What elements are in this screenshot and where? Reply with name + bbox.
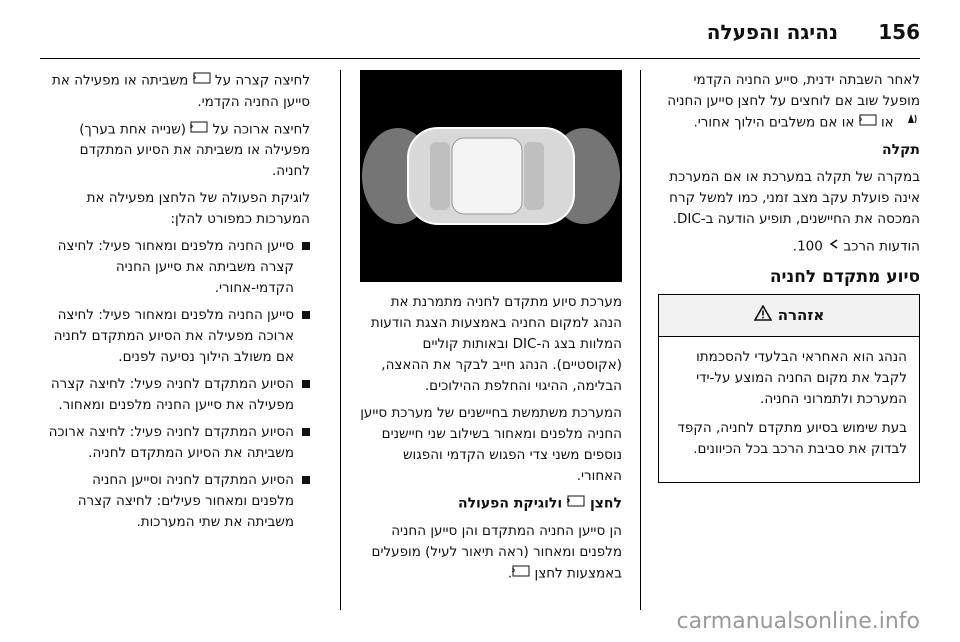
car-sensor-illustration	[360, 70, 622, 282]
svg-text:P))): P	[567, 497, 571, 507]
sensor-description: המערכת משתמשת בחיישנים של מערכת סייען החניה מלפנים ומאחור בשילוב שני חיישנים נוספים משני צדי הפגוש הקדמי והפגוש האחורי.	[360, 405, 622, 484]
list-item: סייען החניה מלפנים ומאחור פעיל: לחיצה קצרה משביתה את סייען החניה הקדמי-אחורי.	[48, 236, 310, 299]
column-divider-right	[640, 70, 641, 610]
button-paragraph: הן סייען החניה המתקדם והן סייען החניה מלפנים ומאחור (ראה תיאור לעיל) מופעלים באמצעות לחצן P .	[360, 521, 622, 585]
parking-sensor-icon	[898, 112, 920, 133]
left-column	[48, 70, 310, 539]
parking-button-icon	[567, 493, 585, 514]
arrow-ref-icon	[827, 236, 839, 257]
long-press-paragraph: לחיצה ארוכה על P (שנייה אחת בערך) מפעילה או משביתה את הסיוע המתקדם לחניה.	[48, 119, 310, 183]
bullet-square-icon	[302, 476, 310, 484]
right-column	[658, 70, 920, 483]
logic-bullet-list	[48, 236, 310, 533]
short-press-paragraph: לחיצה קצרה על P משביתה או מפעילה את סייען החניה הקדמי.	[48, 70, 310, 113]
warning-paragraph-2: בעת שימוש בסיוע מתקדם לחניה, הקפד לבדוק את סביבת הרכב בכל הכיוונים.	[677, 420, 907, 457]
watermark: carmanualsonline.info	[676, 609, 920, 634]
svg-text:P))): P	[512, 567, 516, 576]
advanced-parking-intro: מערכת סיוע מתקדם לחניה מתמרנת את הנהג למקום החניה באמצעות הצגת הודעות המלוות בצג ה-DIC ובאותות קוליים (אקוסטיים). הנהג חייב לבקר את ההאצה, הבלימה, ההיגוי והחלפת ההילוכים.	[370, 294, 622, 394]
advanced-parking-heading: סיוע מתקדם לחניה	[769, 267, 920, 287]
svg-text:P))): P	[190, 123, 194, 132]
fault-reference: הודעות הרכב 100.	[658, 236, 920, 258]
parking-button-icon	[512, 563, 530, 584]
reactivation-paragraph: לאחר השבתה ידנית, סייע החניה הקדמי מופעל שוב אם לוחצים על לחצן סייען החניה או P או אם משלבים הילוך אחורי.	[658, 70, 920, 134]
page-number: 156	[878, 20, 920, 44]
warning-box	[658, 294, 920, 483]
fault-paragraph: במקרה של תקלה במערכת או אם המערכת אינה פועלת עקב מצב זמני, כמו למשל קרח המכסה את החיישנים, תופיע הודעה ב-DIC.	[669, 168, 920, 227]
list-item: הסיוע המתקדם לחניה וסייען החניה מלפנים ומאחור פעילים: לחיצה קצרה משביתה את שתי המערכות.	[48, 470, 310, 533]
parking-button-icon	[193, 70, 211, 91]
parking-button-icon	[859, 112, 877, 133]
warning-paragraph-1: הנהג הוא האחראי הבלעדי להסכמתו לקבל את מקום החניה המוצע על-ידי המערכת ולתמרוני החניה.	[696, 349, 907, 407]
list-item: הסיוע המתקדם לחניה פעיל: לחיצה ארוכה משביתה את הסיוע המתקדם לחניה.	[48, 422, 310, 464]
button-logic-heading: לחצן P ולוגיקת הפעולה	[360, 493, 622, 515]
logic-intro: לוגיקת הפעולה של הלחצן מפעילה את המערכות כמפורט להלן:	[86, 190, 310, 227]
column-divider-left	[340, 70, 341, 610]
page-header	[0, 12, 960, 52]
list-item: הסיוע המתקדם לחניה פעיל: לחיצה קצרה מפעילה את סייען החניה מלפנים ומאחור.	[48, 374, 310, 416]
warning-triangle-icon	[754, 305, 772, 327]
bullet-square-icon	[302, 242, 310, 250]
svg-text:P))): P	[858, 116, 862, 126]
section-title: נהיגה והפעלה	[706, 20, 838, 44]
warning-header: אזהרה	[659, 295, 919, 337]
list-item: סייען החניה מלפנים ומאחור פעיל: לחיצה ארוכה מפעילה את הסיוע המתקדם לחניה אם משולב הילוך נסיעה לפנים.	[48, 305, 310, 368]
header-divider	[40, 58, 920, 59]
bullet-square-icon	[302, 311, 310, 319]
middle-column	[360, 70, 622, 590]
svg-text:P))): P	[192, 74, 196, 84]
fault-heading: תקלה	[882, 141, 920, 158]
bullet-square-icon	[302, 428, 310, 436]
bullet-square-icon	[302, 380, 310, 388]
warning-body	[659, 337, 919, 482]
parking-button-icon	[190, 119, 208, 140]
